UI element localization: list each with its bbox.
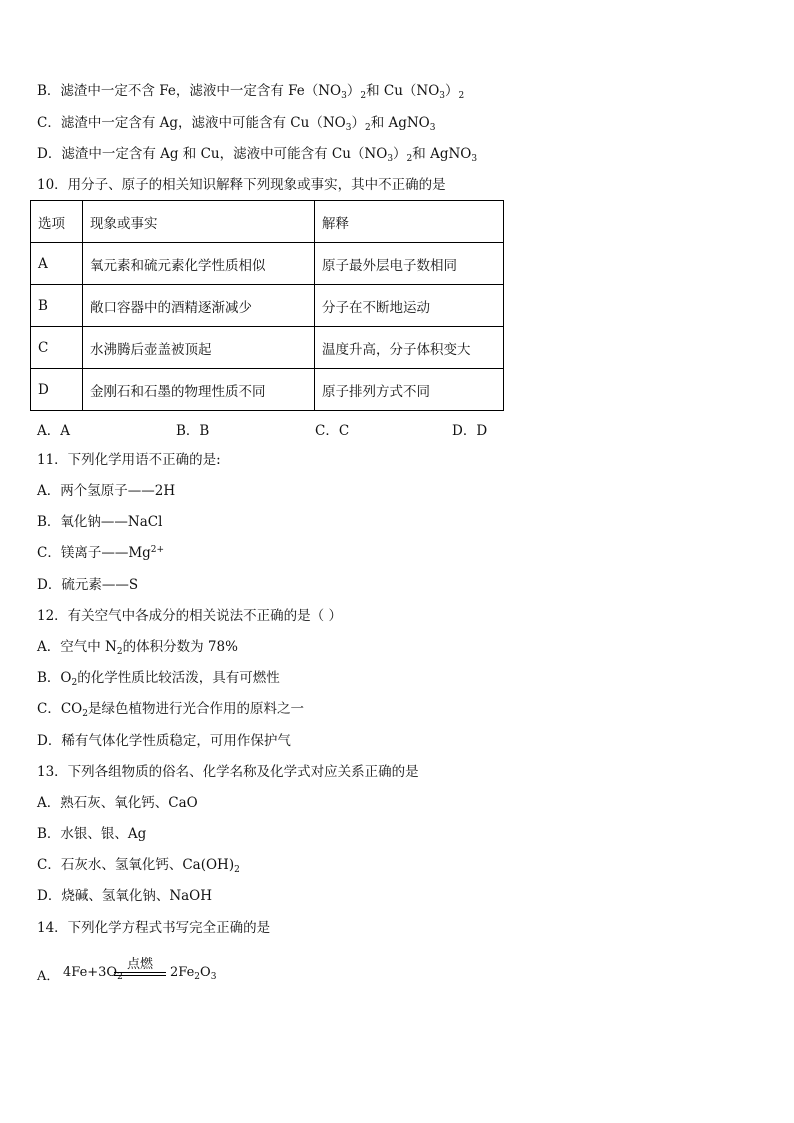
table-cell: A <box>31 243 83 285</box>
table-cell: D <box>31 369 83 411</box>
q14-stem: 14．下列化学方程式书写完全正确的是 <box>37 920 271 936</box>
table-row <box>31 369 504 411</box>
q10-table <box>30 200 504 411</box>
table-cell: 原子最外层电子数相同 <box>315 243 504 285</box>
q9-option-b: B．滤渣中一定不含 Fe，滤液中一定含有 $Fe(NO_3)_2$和 $Cu(NO_3)_2$ <box>37 83 465 101</box>
q14-option-a-equation <box>37 952 337 986</box>
table-header-cell: 选项 <box>31 201 83 243</box>
q12-option-b: B．$O_2$的化学性质比较活泼，具有可燃性 <box>37 670 280 688</box>
q10-answer-d: D．D <box>452 423 488 439</box>
q10-answer-b: B．B <box>176 423 210 439</box>
equals-sign-top-line <box>114 972 166 973</box>
q11-stem: 11．下列化学用语不正确的是: <box>37 452 221 468</box>
q9-option-c: C．滤渣中一定含有 Ag，滤液中可能含有 $Cu(NO_3)_2$和 AgNO$_3$ <box>37 115 436 133</box>
q12-option-d: D．稀有气体化学性质稳定，可用作保护气 <box>37 733 291 749</box>
table-cell: 分子在不断地运动 <box>315 285 504 327</box>
q12-stem: 12．有关空气中各成分的相关说法不正确的是（ ） <box>37 608 342 624</box>
equation-reactants: $4Fe+3O_2$ <box>63 965 123 982</box>
reaction-condition: 点燃 <box>127 957 154 972</box>
table-cell: 水沸腾后壶盖被顶起 <box>83 327 315 369</box>
table-row <box>31 327 504 369</box>
table-cell: 金刚石和石墨的物理性质不同 <box>83 369 315 411</box>
q11-option-c: C．镁离子$——Mg^{2+}$ <box>37 545 165 561</box>
table-header-row <box>31 201 504 243</box>
table-cell: 敞口容器中的酒精逐渐减少 <box>83 285 315 327</box>
table-row <box>31 285 504 327</box>
q11-option-d: D．硫元素——S <box>37 577 139 593</box>
q11-option-b: B．氧化钠——NaCl <box>37 514 163 530</box>
q10-stem: 10．用分子、原子的相关知识解释下列现象或事实，其中不正确的是 <box>37 177 446 193</box>
q10-answer-a: A．A <box>37 423 70 439</box>
q13-option-b: B．水银、银、Ag <box>37 826 147 842</box>
table-cell: B <box>31 285 83 327</box>
q13-option-a: A．熟石灰、氧化钙、CaO <box>37 795 198 811</box>
equals-sign-bottom-line <box>114 975 166 976</box>
table-cell: 温度升高，分子体积变大 <box>315 327 504 369</box>
table-header-cell: 现象或事实 <box>83 201 315 243</box>
q12-option-a: A．空气中 $N_2$的体积分数为 78% <box>37 639 238 657</box>
table-cell: 原子排列方式不同 <box>315 369 504 411</box>
q11-option-a: A．两个氢原子——2H <box>37 483 176 499</box>
option-label: A． <box>37 969 60 984</box>
q12-option-c: C．$CO_2$是绿色植物进行光合作用的原料之一 <box>37 701 304 719</box>
q13-option-d: D．烧碱、氢氧化钠、NaOH <box>37 888 213 904</box>
table-cell: 氧元素和硫元素化学性质相似 <box>83 243 315 285</box>
q13-stem: 13．下列各组物质的俗名、化学名称及化学式对应关系正确的是 <box>37 764 419 780</box>
q9-option-d: D．滤渣中一定含有 Ag 和 Cu，滤液中可能含有 $Cu(NO_3)_2$和 AgNO$_3$ <box>37 146 478 164</box>
equation-product: $2Fe_2O_3$ <box>170 965 217 982</box>
table-header-cell: 解释 <box>315 201 504 243</box>
table-cell: C <box>31 327 83 369</box>
q13-option-c: C．石灰水、氢氧化钙、$Ca(OH)_2$ <box>37 857 240 875</box>
q10-answer-c: C．C <box>315 423 350 439</box>
table-row <box>31 243 504 285</box>
